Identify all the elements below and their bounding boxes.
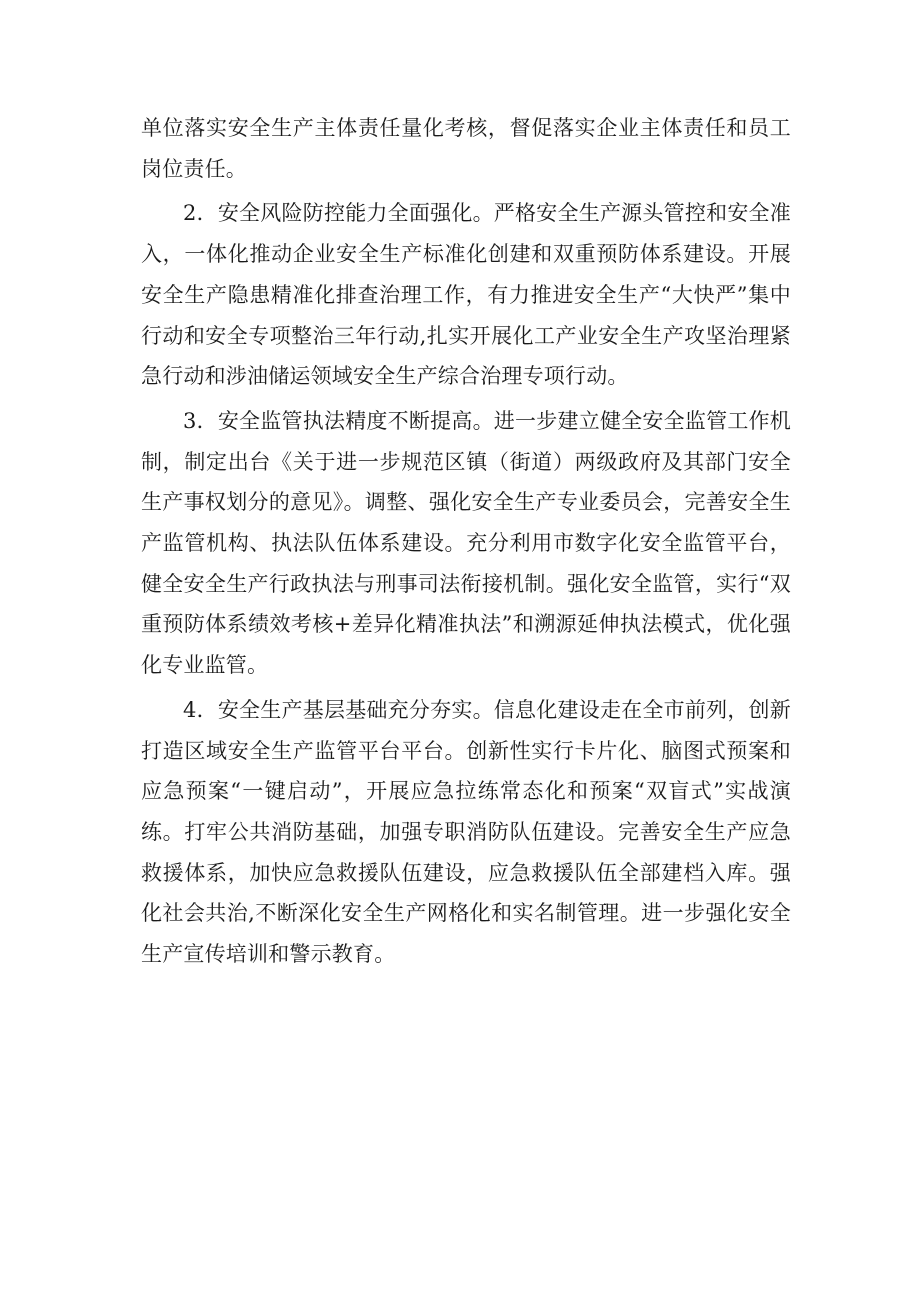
- document-body: [141, 108, 791, 975]
- paragraph-item-3: 3．安全监管执法精度不断提高。进一步建立健全安全监管工作机制，制定出台《关于进一步规范区镇（街道）两级政府及其部门安全生产事权划分的意见》。调整、强化安全生产专业委员会，完善安全生产监管机构、执法队伍体系建设。充分利用市数字化安全监管平台，健全安全生产行政执法与刑事司法衔接机制。强化安全监管，实行“双重预防体系绩效考核+差异化精准执法”和溯源延伸执法模式，优化强化专业监管。: [141, 408, 791, 678]
- paragraph-item-2: 2．安全风险防控能力全面强化。严格安全生产源头管控和安全准入，一体化推动企业安全生产标准化创建和双重预防体系建设。开展安全生产隐患精准化排查治理工作，有力推进安全生产“大快严”集中行动和安全专项整治三年行动,扎实开展化工产业安全生产攻坚治理紧急行动和涉油储运领域安全生产综合治理专项行动。: [141, 201, 791, 389]
- paragraph-continuation: 单位落实安全生产主体责任量化考核，督促落实企业主体责任和员工岗位责任。: [141, 116, 791, 181]
- paragraph-item-4: 4．安全生产基层基础充分夯实。信息化建设走在全市前列，创新打造区域安全生产监管平台平台。创新性实行卡片化、脑图式预案和应急预案“一键启动”，开展应急拉练常态化和预案“双盲式”实战演练。打牢公共消防基础，加强专职消防队伍建设。完善安全生产应急救援体系，加快应急救援队伍建设，应急救援队伍全部建档入库。强化社会共治,不断深化安全生产网格化和实名制管理。进一步强化安全生产宣传培训和警示教育。: [141, 697, 791, 967]
